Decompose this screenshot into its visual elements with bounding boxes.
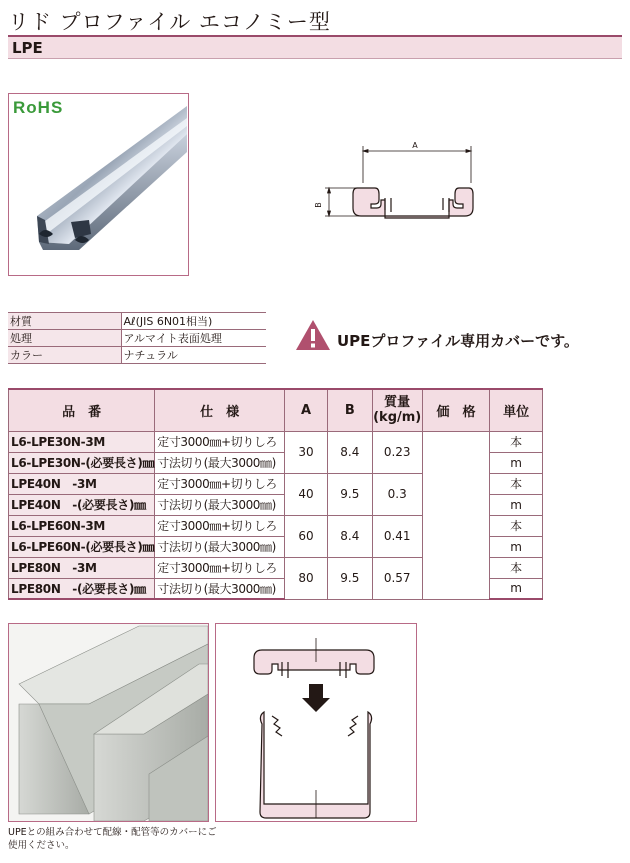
dim-b-cell: 8.4: [327, 431, 372, 473]
dim-a-cell: 80: [285, 557, 328, 599]
product-table: [8, 388, 543, 600]
mass-cell: 0.57: [372, 557, 422, 599]
part-number: LPE40N -(必要長さ)㎜: [9, 494, 155, 515]
spec-row: [8, 330, 266, 347]
unit-cell: m: [490, 578, 543, 599]
spec-cell: 寸法切り(最大3000㎜): [155, 536, 285, 557]
dim-a-cell: 60: [285, 515, 328, 557]
col-header-price: 価 格: [422, 389, 490, 431]
part-number: LPE40N -3M: [9, 473, 155, 494]
part-number: L6-LPE30N-3M: [9, 431, 155, 452]
part-number: LPE80N -3M: [9, 557, 155, 578]
spec-cell: 定寸3000㎜+切りしろ: [155, 515, 285, 536]
warning-text: UPEプロファイル専用カバーです。: [337, 332, 579, 350]
spec-key: カラー: [8, 347, 121, 364]
mass-cell: 0.23: [372, 431, 422, 473]
mass-cell: 0.41: [372, 515, 422, 557]
spec-cell: 寸法切り(最大3000㎜): [155, 494, 285, 515]
col-header-b: B: [327, 389, 372, 431]
series-code: LPE: [12, 39, 43, 57]
spec-key: 材質: [8, 313, 121, 330]
spec-cell: 寸法切り(最大3000㎜): [155, 452, 285, 473]
dim-b-cell: 8.4: [327, 515, 372, 557]
assembly-drawing: [215, 623, 417, 822]
unit-cell: m: [490, 494, 543, 515]
rohs-badge: RoHS: [13, 98, 64, 117]
table-row: [9, 431, 543, 452]
dim-b-label: B: [314, 202, 323, 208]
product-photo: [8, 93, 189, 276]
unit-cell: 本: [490, 431, 543, 452]
spec-table: [8, 312, 266, 364]
assembly-diagram: [216, 624, 416, 821]
col-header-mass: [372, 389, 422, 431]
spec-value: アルマイト表面処理: [121, 330, 266, 347]
unit-cell: 本: [490, 515, 543, 536]
dim-a-label: A: [412, 141, 418, 150]
unit-cell: m: [490, 536, 543, 557]
dim-b-cell: 9.5: [327, 557, 372, 599]
price-cell: [422, 431, 490, 599]
unit-cell: 本: [490, 557, 543, 578]
spec-cell: 寸法切り(最大3000㎜): [155, 578, 285, 599]
spec-row: [8, 347, 266, 364]
application-photo: [8, 623, 209, 822]
unit-cell: m: [490, 452, 543, 473]
col-header-a: A: [285, 389, 328, 431]
spec-cell: 定寸3000㎜+切りしろ: [155, 431, 285, 452]
mass-unit: (kg/m): [373, 410, 422, 426]
spec-value: Aℓ(JIS 6N01相当): [121, 313, 266, 330]
part-number: LPE80N -(必要長さ)㎜: [9, 578, 155, 599]
spec-cell: 定寸3000㎜+切りしろ: [155, 473, 285, 494]
series-bar: [8, 37, 622, 59]
table-header-row: [9, 389, 543, 431]
col-header-part: 品 番: [9, 389, 155, 431]
dim-a-cell: 40: [285, 473, 328, 515]
spec-value: ナチュラル: [121, 347, 266, 364]
part-number: L6-LPE30N-(必要長さ)㎜: [9, 452, 155, 473]
dim-a-cell: 30: [285, 431, 328, 473]
rail-photo-image: [9, 94, 188, 275]
part-number: L6-LPE60N-(必要長さ)㎜: [9, 536, 155, 557]
spec-cell: 定寸3000㎜+切りしろ: [155, 557, 285, 578]
spec-row: [8, 313, 266, 330]
warning-icon: [294, 318, 332, 352]
cross-section-drawing: [313, 138, 483, 238]
duct-photo-image: [9, 624, 208, 821]
part-number: L6-LPE60N-3M: [9, 515, 155, 536]
arrow-down-icon: [302, 684, 330, 712]
spec-key: 処理: [8, 330, 121, 347]
col-header-unit: 単位: [490, 389, 543, 431]
dim-b-cell: 9.5: [327, 473, 372, 515]
col-header-spec: 仕 様: [155, 389, 285, 431]
mass-label: 質量: [384, 395, 411, 411]
mass-cell: 0.3: [372, 473, 422, 515]
page-title: リド プロファイル エコノミー型: [8, 10, 331, 34]
usage-note: UPEとの組み合わせて配線・配管等のカバーにご使用ください。: [8, 827, 217, 851]
unit-cell: 本: [490, 473, 543, 494]
